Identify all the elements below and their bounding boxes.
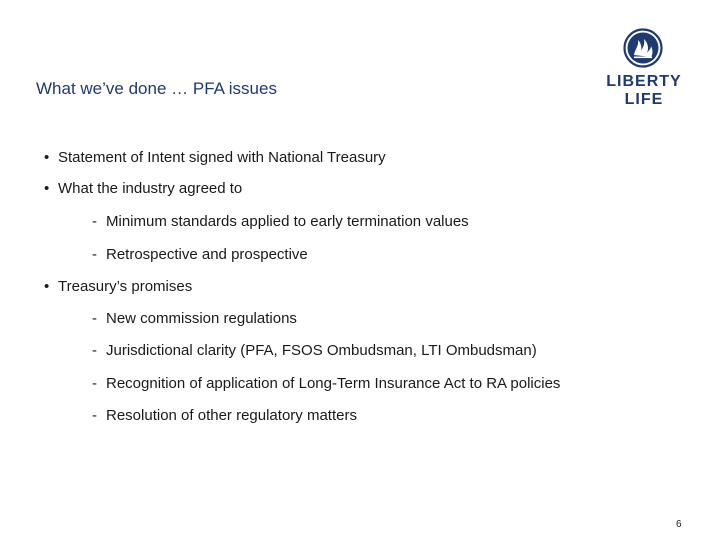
dash-marker: - — [92, 375, 97, 392]
page-number: 6 — [676, 519, 682, 530]
liberty-flame-icon — [623, 28, 663, 68]
list-item — [92, 407, 357, 424]
bullet-text: Resolution of other regulatory matters — [106, 407, 357, 424]
dash-marker: - — [92, 246, 97, 263]
logo-text-line2: LIFE — [624, 91, 664, 108]
slide-title: What we’ve done … PFA issues — [36, 79, 277, 98]
logo-text-line1: LIBERTY — [606, 73, 682, 90]
bullet-text: Treasury’s promises — [58, 278, 193, 295]
bullet-text: Recognition of application of Long-Term Insurance Act to RA policies — [106, 375, 561, 392]
bullet-text: What the industry agreed to — [58, 180, 243, 197]
bullet-text: New commission regulations — [106, 310, 297, 327]
dash-marker: - — [92, 342, 97, 359]
dash-marker: - — [92, 310, 97, 327]
bullet-text: Jurisdictional clarity (PFA, FSOS Ombudsman, LTI Ombudsman) — [106, 342, 537, 359]
list-item — [92, 310, 297, 327]
list-item — [44, 149, 386, 166]
list-item — [44, 180, 242, 197]
list-item — [92, 342, 537, 359]
list-item — [92, 246, 308, 263]
dash-marker: - — [92, 407, 97, 424]
bullet-text: Retrospective and prospective — [106, 246, 308, 263]
bullet-marker: • — [44, 149, 50, 166]
list-item — [92, 213, 469, 230]
bullet-marker: • — [44, 278, 50, 295]
list-item — [92, 375, 560, 392]
dash-marker: - — [92, 213, 97, 230]
liberty-life-logo — [598, 28, 690, 112]
bullet-marker: • — [44, 180, 50, 197]
bullet-text: Minimum standards applied to early termination values — [106, 213, 469, 230]
list-item — [44, 278, 192, 295]
bullet-text: Statement of Intent signed with National Treasury — [58, 149, 386, 166]
